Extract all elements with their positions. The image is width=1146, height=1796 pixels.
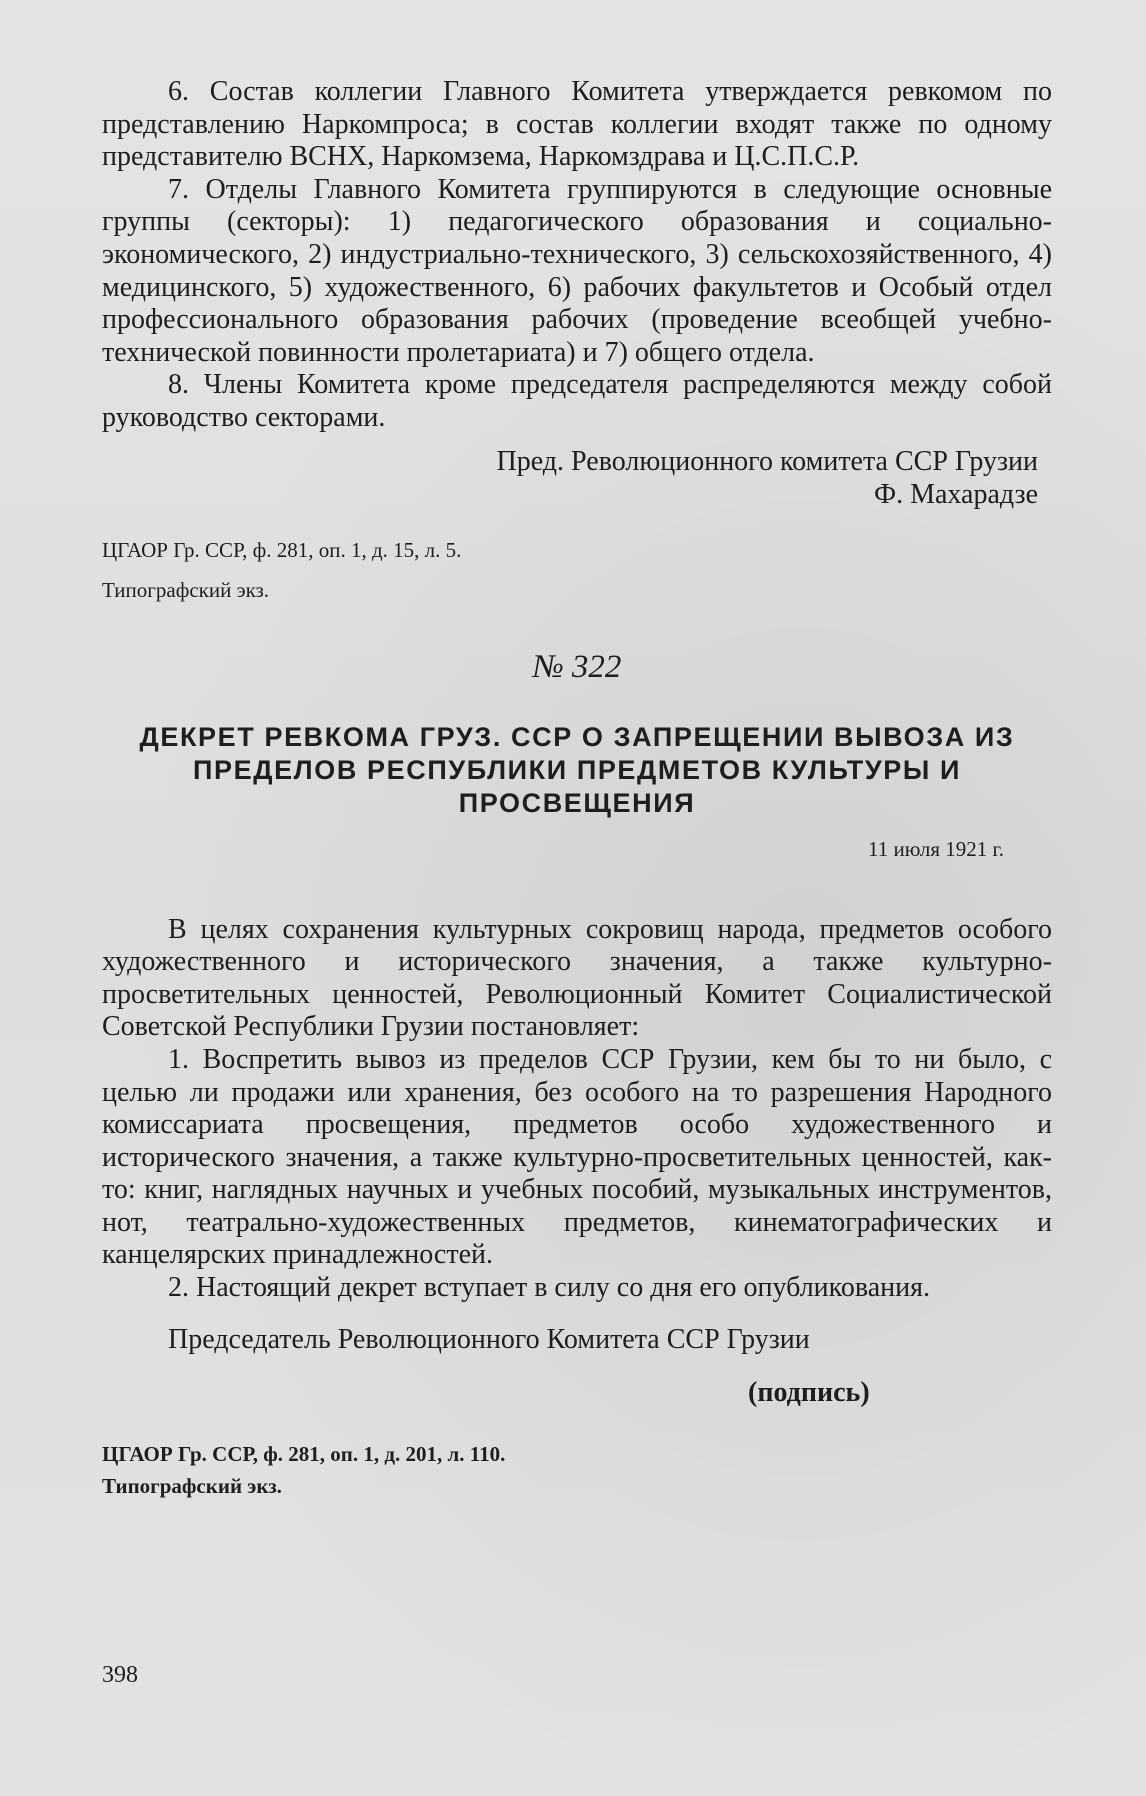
signature-placeholder: (подпись) bbox=[748, 1376, 870, 1408]
document-number: № 322 bbox=[532, 648, 622, 685]
archive-source: ЦГАОР Гр. ССР, ф. 281, оп. 1, д. 15, л. 5. bbox=[102, 537, 462, 562]
document-date: 11 июля 1921 г. bbox=[867, 836, 1004, 861]
paragraph-7: 7. Отделы Главного Комитета группируются в следующие основные группы (секторы): 1) педагогического образования и социально-экономического, 2) индустриально-технического, 3) сельскохозяйственного, 4) медицинского, 5) художественного, 6) рабочих факультетов и Особый отдел профессионального образования рабочих (проведение всеобщей учебно-технической повинности пролетариата) и 7) общего отдела. bbox=[102, 173, 1052, 368]
signatory-title: Пред. Революционного комитета ССР Грузии bbox=[496, 445, 1038, 477]
page-content bbox=[102, 76, 1052, 1499]
copy-type: Типографский экз. bbox=[102, 577, 270, 602]
signature-block bbox=[102, 445, 1052, 511]
paragraph-8: 8. Члены Комитета кроме председателя распределяются между собой руководство секторами. bbox=[102, 369, 1052, 433]
page-number: 398 bbox=[102, 1662, 138, 1688]
decree-preamble: В целях сохранения культурных сокровищ народа, предметов особого художественного и исторического значения, а также культурно-просветительных ценностей, Революционный Комитет Социалистической Советской Республики Грузии постановляет: bbox=[102, 913, 1052, 1043]
archive-source-2: ЦГАОР Гр. ССР, ф. 281, оп. 1, д. 201, л. 110. bbox=[102, 1441, 506, 1466]
spacer bbox=[102, 862, 1052, 914]
chairman-title: Председатель Революционного Комитета ССР Грузии bbox=[168, 1323, 810, 1355]
document-title: ДЕКРЕТ РЕВКОМА ГРУЗ. ССР О ЗАПРЕЩЕНИИ ВЫВОЗА ИЗ ПРЕДЕЛОВ РЕСПУБЛИКИ ПРЕДМЕТОВ КУЛЬТУРЫ И ПРОСВЕЩЕНИЯ bbox=[139, 721, 1015, 818]
paragraph-6: 6. Состав коллегии Главного Комитета утверждается ревкомом по представлению Наркомпроса; в состав коллегии входят также по одному представителю ВСНХ, Наркомзема, Наркомздрава и Ц.С.П.С.Р. bbox=[102, 76, 1052, 173]
copy-type-2: Типографский экз. bbox=[102, 1473, 282, 1498]
signatory-name: Ф. Махарадзе bbox=[873, 478, 1038, 510]
decree-point-1: 1. Воспретить вывоз из пределов ССР Грузии, кем бы то ни было, с целью ли продажи или хранения, без особого на то разрешения Народного комиссариата просвещения, предметов особо художественного и исторического значения, а также культурно-просветительных ценностей, как-то: книг, наглядных научных и учебных пособий, музыкальных инструментов, нот, театрально-художественных предметов, кинематографических и канцелярских принадлежностей. bbox=[102, 1043, 1052, 1271]
decree-point-2: 2. Настоящий декрет вступает в силу со дня его опубликования. bbox=[168, 1272, 930, 1304]
